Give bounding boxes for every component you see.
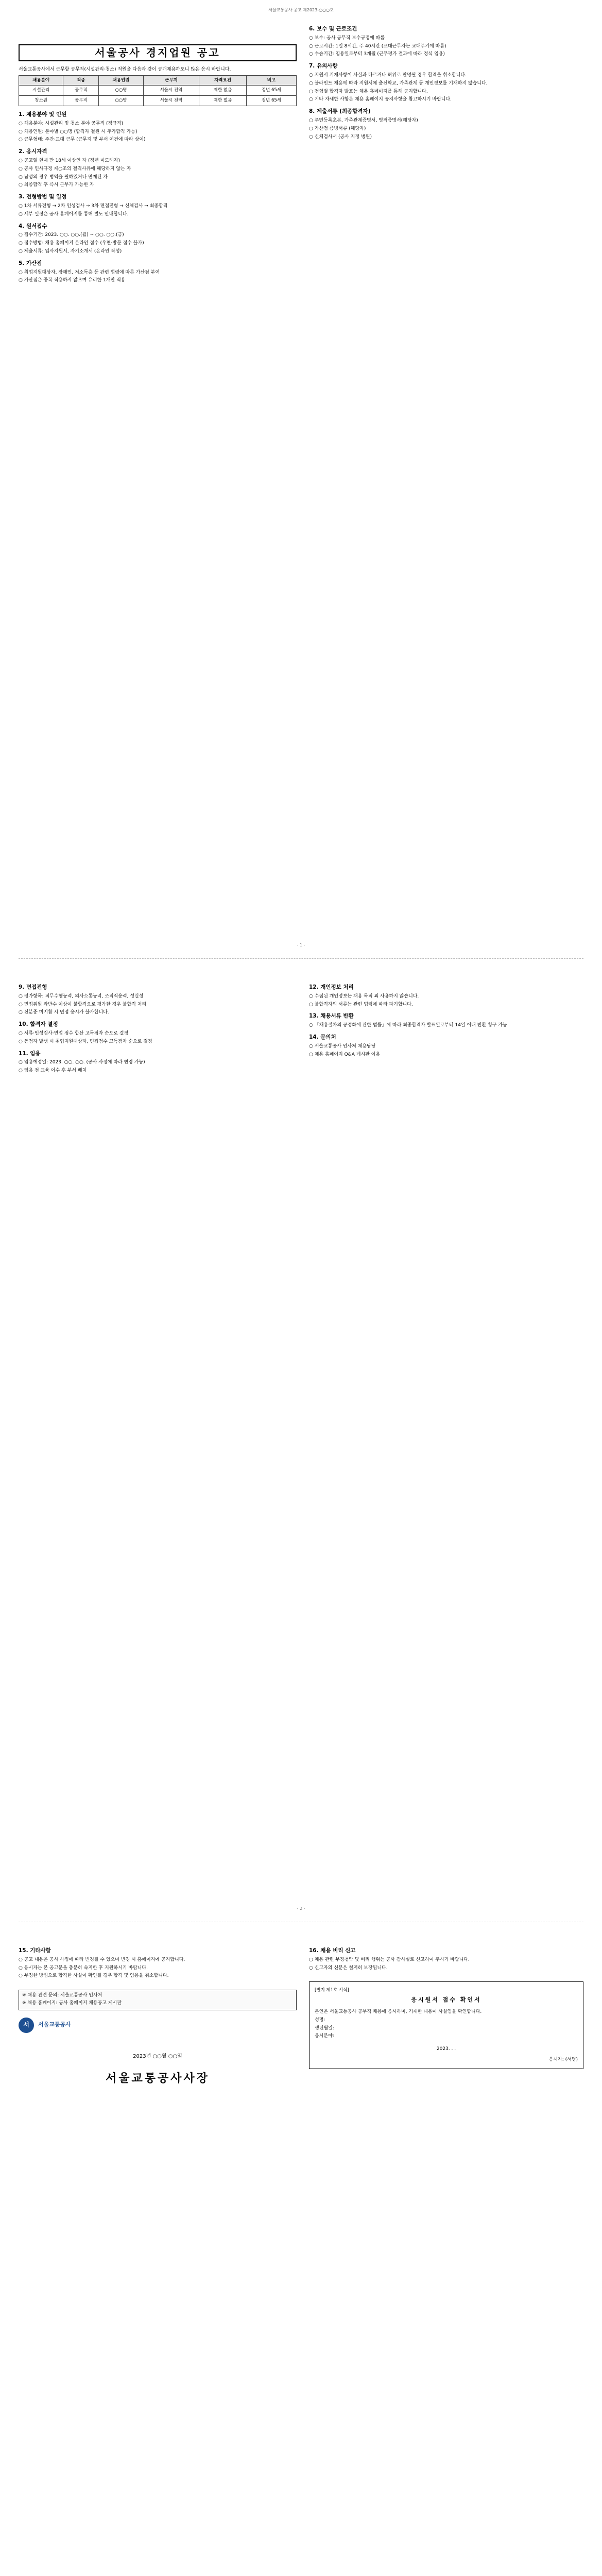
table-cell: ○○명 (99, 96, 143, 106)
notice-line: ※ 채용 홈페이지: 공사 홈페이지 채용공고 게시판 (22, 2000, 122, 2006)
logo-text: 서울교통공사 (38, 2021, 71, 2028)
section-heading: 10. 합격자 결정 (19, 1021, 58, 1028)
section-heading: 7. 유의사항 (309, 63, 338, 70)
table-cell: 청소원 (19, 96, 63, 106)
section-heading: 4. 원서접수 (19, 223, 47, 229)
section-heading: 11. 임용 (19, 1050, 41, 1057)
paragraph: ○ 공고 내용은 공사 사정에 따라 변경될 수 있으며 변경 시 홈페이지에 공지합니다. (19, 1957, 185, 1962)
form1-annex: [별지 제1호 서식] (315, 1988, 349, 1993)
paragraph: ○ 채용분야: 시설관리 및 청소 분야 공무직 (정규직) (19, 121, 124, 126)
paragraph: ○ 채용 홈페이지 Q&A 게시판 이용 (309, 1052, 381, 1057)
paragraph: ○ 신고자의 신분은 철저히 보장됩니다. (309, 1965, 388, 1971)
paragraph: ○ 남성의 경우 병역을 필하였거나 면제된 자 (19, 174, 108, 180)
paragraph: ○ 신분증 미지참 시 면접 응시가 불가합니다. (19, 1010, 109, 1015)
paragraph: ○ 1차 서류전형 → 2차 인성검사 → 3차 면접전형 → 신체검사 → 최종합격 (19, 203, 168, 209)
table-row (19, 86, 297, 96)
page-title: 서울공사 경지업원 공고 (19, 44, 297, 61)
table-cell: ○○명 (99, 86, 143, 96)
table-header: 채용인원 (99, 75, 143, 86)
paragraph: ○ 근무형태: 주간·교대 근무 (근무지 및 부서 여건에 따라 상이) (19, 137, 146, 143)
paragraph: ○ 접수방법: 채용 홈페이지 온라인 접수 (우편·방문 접수 불가) (19, 241, 144, 246)
notice-line: ※ 채용 관련 문의: 서울교통공사 인사처 (22, 1993, 102, 1998)
table-cell: 제한 없음 (199, 96, 247, 106)
page-3 (0, 1927, 602, 2576)
table-cell: 서울시 전역 (143, 86, 199, 96)
paragraph: ○ 블라인드 채용에 따라 지원서에 출신학교, 가족관계 등 개인정보를 기재하지 않습니다. (309, 80, 488, 86)
intro-text: 서울교통공사에서 근무할 공무직(시설관리·청소) 직원을 다음과 같이 공개채용하오니 많은 응시 바랍니다. (19, 66, 231, 72)
recruit-table (19, 75, 297, 106)
form1-box (309, 1981, 583, 2069)
section-heading: 1. 채용분야 및 인원 (19, 111, 67, 117)
page3-left-sections (19, 1947, 297, 1979)
section-heading: 6. 보수 및 근로조건 (309, 26, 357, 32)
paragraph: ○ 채용 관련 부정청탁 및 비리 행위는 공사 감사실로 신고하여 주시기 바랍니다. (309, 1957, 470, 1962)
table-cell: 정년 65세 (246, 86, 296, 96)
section-heading: 15. 기타사항 (19, 1947, 51, 1954)
page2-left-sections (19, 984, 297, 1074)
logo-mark-icon: 서 (19, 2018, 34, 2033)
page1-left-sections (19, 111, 297, 284)
section-heading: 5. 가산점 (19, 260, 42, 266)
table-cell: 시설관리 (19, 86, 63, 96)
paragraph: ○ 공고일 현재 만 18세 이상인 자 (정년 미도래자) (19, 158, 121, 163)
page3-left-column (19, 1942, 297, 2085)
paragraph: ○ 세부 일정은 공사 홈페이지를 통해 별도 안내합니다. (19, 211, 129, 217)
paragraph: ○ 불합격자의 서류는 관련 법령에 따라 파기합니다. (309, 1002, 413, 1007)
paragraph: ○ 취업지원대상자, 장애인, 저소득층 등 관련 법령에 따른 가산점 부여 (19, 269, 160, 275)
paragraph: ○ 신체검사서 (공사 지정 병원) (309, 134, 372, 140)
section-heading: 2. 응시자격 (19, 148, 47, 155)
section-heading: 3. 전형방법 및 일정 (19, 194, 67, 200)
page2-right-sections (309, 984, 583, 1058)
paragraph: ○ 임용예정일: 2023. ○○. ○○. (공사 사정에 따라 변경 가능) (19, 1060, 145, 1065)
paragraph: ○ 부정한 방법으로 합격한 사실이 확인될 경우 합격 및 임용을 취소합니다. (19, 1973, 169, 1979)
table-cell: 공무직 (63, 86, 99, 96)
table-header: 직종 (63, 75, 99, 86)
paragraph: ○ 주민등록초본, 가족관계증명서, 병적증명서(해당자) (309, 117, 418, 123)
page-number: - 1 - (297, 943, 305, 947)
issue-date: 2023년 ○○월 ○○일 (133, 2053, 182, 2059)
notice-box (19, 1990, 297, 2010)
paragraph: ○ 서울교통공사 인사처 채용담당 (309, 1043, 376, 1049)
paragraph: ○ 최종합격 후 즉시 근무가 가능한 자 (19, 182, 94, 188)
paragraph: ○ 제출서류: 입사지원서, 자기소개서 (온라인 작성) (19, 248, 122, 254)
page2-right-column (309, 979, 583, 1059)
paragraph: ○ 수집된 개인정보는 채용 목적 외 사용하지 않습니다. (309, 993, 419, 999)
table-cell: 공무직 (63, 96, 99, 106)
company-logo (19, 2018, 297, 2033)
table-cell: 정년 65세 (246, 96, 296, 106)
paragraph: ○ 면접위원 과반수 이상이 불합격으로 평가한 경우 불합격 처리 (19, 1002, 147, 1007)
form1-field: 성명: (315, 2017, 325, 2023)
form1-title: 응시원서 접수 확인서 (411, 1996, 481, 2004)
page-1 (0, 0, 602, 958)
page1-left-column (19, 21, 297, 285)
page1-right-column (309, 21, 583, 142)
paragraph: ○ 공사 인사규정 제○조의 결격사유에 해당하지 않는 자 (19, 166, 131, 172)
form1-field: 생년월일: (315, 2025, 334, 2031)
section-heading: 13. 채용서류 반환 (309, 1013, 354, 1020)
paragraph: ○ 전형별 합격자 발표는 채용 홈페이지를 통해 공지합니다. (309, 89, 428, 94)
paragraph: ○ 지원서 기재사항이 사실과 다르거나 허위로 판명될 경우 합격을 취소합니다. (309, 72, 467, 78)
form1-sign: 응시자: (서명) (548, 2057, 578, 2062)
page-divider (19, 958, 583, 959)
paragraph: ○ 평가항목: 직무수행능력, 의사소통능력, 조직적응력, 성실성 (19, 993, 144, 999)
section-heading: 12. 개인정보 처리 (309, 984, 354, 990)
page2-left-column (19, 979, 297, 1076)
section-heading: 8. 제출서류 (최종합격자) (309, 108, 371, 115)
paragraph: ○ 동점자 발생 시 취업지원대상자, 면접점수 고득점자 순으로 결정 (19, 1039, 152, 1044)
page3-right-column (309, 1942, 583, 2073)
table-header: 비고 (246, 75, 296, 86)
section-heading: 9. 면접전형 (19, 984, 47, 990)
table-header: 채용분야 (19, 75, 63, 86)
issuer-name: 서울교통공사사장 (105, 2072, 210, 2085)
table-cell: 서울시 전역 (143, 96, 199, 106)
table-row (19, 96, 297, 106)
section-heading: 14. 문의처 (309, 1033, 336, 1040)
paragraph: ○ 「채용절차의 공정화에 관한 법률」에 따라 최종합격자 발표일로부터 14일 이내 반환 청구 가능 (309, 1023, 507, 1028)
table-cell: 제한 없음 (199, 86, 247, 96)
page3-right-sections (309, 1947, 583, 1971)
paragraph: ○ 기타 자세한 사항은 채용 홈페이지 공지사항을 참고하시기 바랍니다. (309, 97, 452, 103)
paragraph: ○ 가산점은 중복 적용하지 않으며 유리한 1개만 적용 (19, 278, 126, 283)
form1-body: 본인은 서울교통공사 공무직 채용에 응시하며, 기재한 내용이 사실임을 확인합니다. (315, 2009, 482, 2014)
running-head: 서울교통공사 공고 제2023-○○○호 (268, 8, 334, 12)
paragraph: ○ 근로시간: 1일 8시간, 주 40시간 (교대근무자는 교대주기에 따름) (309, 43, 446, 49)
paragraph: ○ 보수: 공사 공무직 보수규정에 따름 (309, 35, 385, 41)
table-header: 자격요건 (199, 75, 247, 86)
table-header: 근무지 (143, 75, 199, 86)
paragraph: ○ 접수기간: 2023. ○○. ○○.(월) ~ ○○. ○○.(금) (19, 232, 124, 238)
page-2 (0, 963, 602, 1922)
form1-date: 2023. . . (436, 2046, 456, 2052)
paragraph: ○ 수습기간: 임용일로부터 3개월 (근무평가 결과에 따라 정식 임용) (309, 52, 445, 57)
paragraph: ○ 가산점 증빙서류 (해당자) (309, 126, 366, 131)
paragraph: ○ 채용인원: 분야별 ○○명 (합격자 결원 시 추가합격 가능) (19, 129, 137, 134)
paragraph: ○ 응시자는 본 공고문을 충분히 숙지한 후 지원하시기 바랍니다. (19, 1965, 148, 1971)
section-heading: 16. 채용 비리 신고 (309, 1947, 356, 1954)
page1-right-sections (309, 26, 583, 140)
page-number: - 2 - (297, 1906, 305, 1911)
form1-field: 응시분야: (315, 2033, 334, 2039)
paragraph: ○ 서류·인성검사·면접 점수 합산 고득점자 순으로 결정 (19, 1030, 129, 1036)
paragraph: ○ 임용 전 교육 이수 후 부서 배치 (19, 1068, 87, 1074)
